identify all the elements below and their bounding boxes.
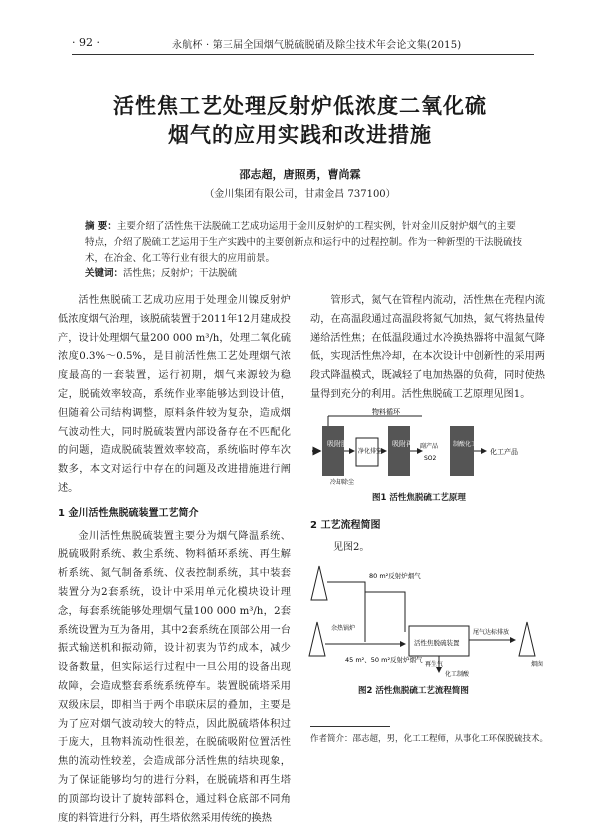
fig2-label-gas-top: 80 m²反射炉烟气 xyxy=(369,572,421,580)
fig2-chimney-right xyxy=(519,622,535,656)
right-column-top xyxy=(310,292,545,404)
fig1-label-desulfur: 吸附脱硫 xyxy=(327,440,355,448)
page-number: · 92 · xyxy=(72,36,100,49)
right-para-continued: 管形式，氮气在管程内流动，活性焦在壳程内流动，在高温段通过高温段将氮气加热，氮气将热量传递给活性焦；在低温段通过水冷换热器将中温氮气降低，实现活性焦冷却，在本次设计中创新性的采用两段式降温模式，既减轻了电加热器的负荷，同时使热量得到充分的利用。活性焦脱硫工艺原理见图1。 xyxy=(310,295,545,400)
fig1-label-so2: SO2 xyxy=(424,455,437,462)
fig1-chem-plant-box xyxy=(450,426,474,476)
fig1-adsorber-box xyxy=(322,426,344,476)
journal-title: 永航杯 · 第三届全国烟气脱硫脱硝及除尘技术年会论文集(2015) xyxy=(172,40,462,51)
section1-heading: 1 金川活性焦脱硫装置工艺简介 xyxy=(58,507,199,519)
article-title-line2: 烟气的应用实践和改进措施 xyxy=(168,123,432,147)
page-header xyxy=(0,0,600,56)
fig1-label-chem-product: 化工产品 xyxy=(490,448,518,456)
left-para-section1: 金川活性焦脱硫装置主要分为烟气降温系统、脱硫吸附系统、救尘系统、物料循环系统、再生解析系统、氮气制备系统、仪表控制系统，其中装套装置分为2套系统，设计中采用单元化模块设计理念，每套系统能够处理烟气量100 000 m³/h，2套系统设置为互为备用，其中2套系统在顶部公用一台振式输送机和振动筛，设计初衷为节约成本，减少设备数量，但实际运行过程中一旦公用的设备出现故障，会造成整套系统系统停车。装置脱硫塔采用双级床层，即相当于两个串联床层的叠加，主要是为了应对烟气波动较大的特点，因此脱硫塔体积过于庞大，且物料流动性很差，在脱硫吸附位置活性焦的流动性较差，会造成部分活性焦的结块现象，为了保证能够均匀的进行分料，在脱硫塔和再生塔的顶部均设计了旋转部料仓，通过料仓底部不同角度的料管进行分料，再生塔依然采用传统的换热 xyxy=(58,530,291,824)
fig1-label-byproduct: 副产品 xyxy=(420,443,439,450)
fig1-label-regen: 吸附再生 xyxy=(392,440,420,448)
figure1-caption: 图1 活性焦脱硫工艺原理 xyxy=(372,493,466,503)
fig2-label-gas-bottom: 45 m²、50 m²反射炉烟气 xyxy=(345,656,423,664)
figure2-diagram xyxy=(305,552,550,678)
fig2-chimney-left xyxy=(311,566,327,600)
keywords-text: 活性焦；反射炉；干法脱硫 xyxy=(123,268,238,279)
left-column xyxy=(58,292,291,824)
figure1-diagram xyxy=(312,406,544,486)
fig1-label-chem-plant: 制酸化工产品 xyxy=(453,441,490,448)
abstract xyxy=(85,219,525,267)
authors: 邵志超，唐照勇，曹尚霖 xyxy=(239,168,361,181)
fig2-label-discharge: 尾气达标排放 xyxy=(473,629,510,636)
fig2-label-chem: 化工制酸 xyxy=(445,671,470,678)
fig2-label-process: 活性焦脱硫装置 xyxy=(414,639,460,647)
fig2-label-chimney: 烟囱 xyxy=(531,661,544,668)
article-title-line1: 活性焦工艺处理反射炉低浓度二氧化硫 xyxy=(113,94,487,118)
footnote: 作者简介：邵志超，男，化工工程师，从事化工环保脱硫技术。 xyxy=(310,734,549,744)
fig2-label-left: 余热锅炉 xyxy=(331,625,356,632)
keywords-label: 关键词： xyxy=(85,268,124,279)
figure2-caption: 图2 活性焦脱硫工艺流程简图 xyxy=(358,686,469,696)
fig1-label-cool: 冷却除尘 xyxy=(330,479,355,486)
header-rule xyxy=(72,54,534,55)
fig2-label-regen-gas: 再生气 xyxy=(425,661,444,668)
fig1-regenerator-box xyxy=(388,426,410,476)
keywords xyxy=(85,265,237,279)
section2-heading: 2 工艺流程简图 xyxy=(310,520,381,531)
footnote-rule xyxy=(310,726,390,727)
affiliation: （金川集团有限公司，甘肃金昌 737100） xyxy=(204,189,396,200)
left-para-intro: 活性焦脱硫工艺成功应用于处理金川镍反射炉低浓度烟气治理，该脱硫装置于2011年12月建成投产，设计处理烟气量200 000 m³/h，处理二氧化硫浓度0.3%～0.5%，是目前活性焦工艺处理烟气浓度最高的一套装置，运行初期，烟气来源较为稳定，脱硫效率较高，系统作业率能够达到设计值，但随着公司结构调整，原料条件较为复杂，造成烟气波动性大，同时脱硫装置内部设备存在不匹配化的问题，造成脱硫装置效率较高，系统临时停车次数多，本文对运行中存在的问题及改进措施进行阐述。 xyxy=(58,295,291,494)
abstract-text: 主要介绍了活性焦干法脱硫工艺成功运用于金川反射炉的工程实例，针对金川反射炉烟气的主要特点，介绍了脱硫工艺运用于生产实践中的主要创新点和运行中的过程控制。作为一种新型的干法脱硫技术，在冶金、化工等行业有很大的应用前景。 xyxy=(85,221,523,264)
abstract-label: 摘 要： xyxy=(85,221,117,232)
fig1-label-purify: 净化排空 xyxy=(358,448,383,455)
fig1-label-material-cycle: 物料循环 xyxy=(372,408,400,416)
see-figure2: 见图2。 xyxy=(333,542,370,553)
